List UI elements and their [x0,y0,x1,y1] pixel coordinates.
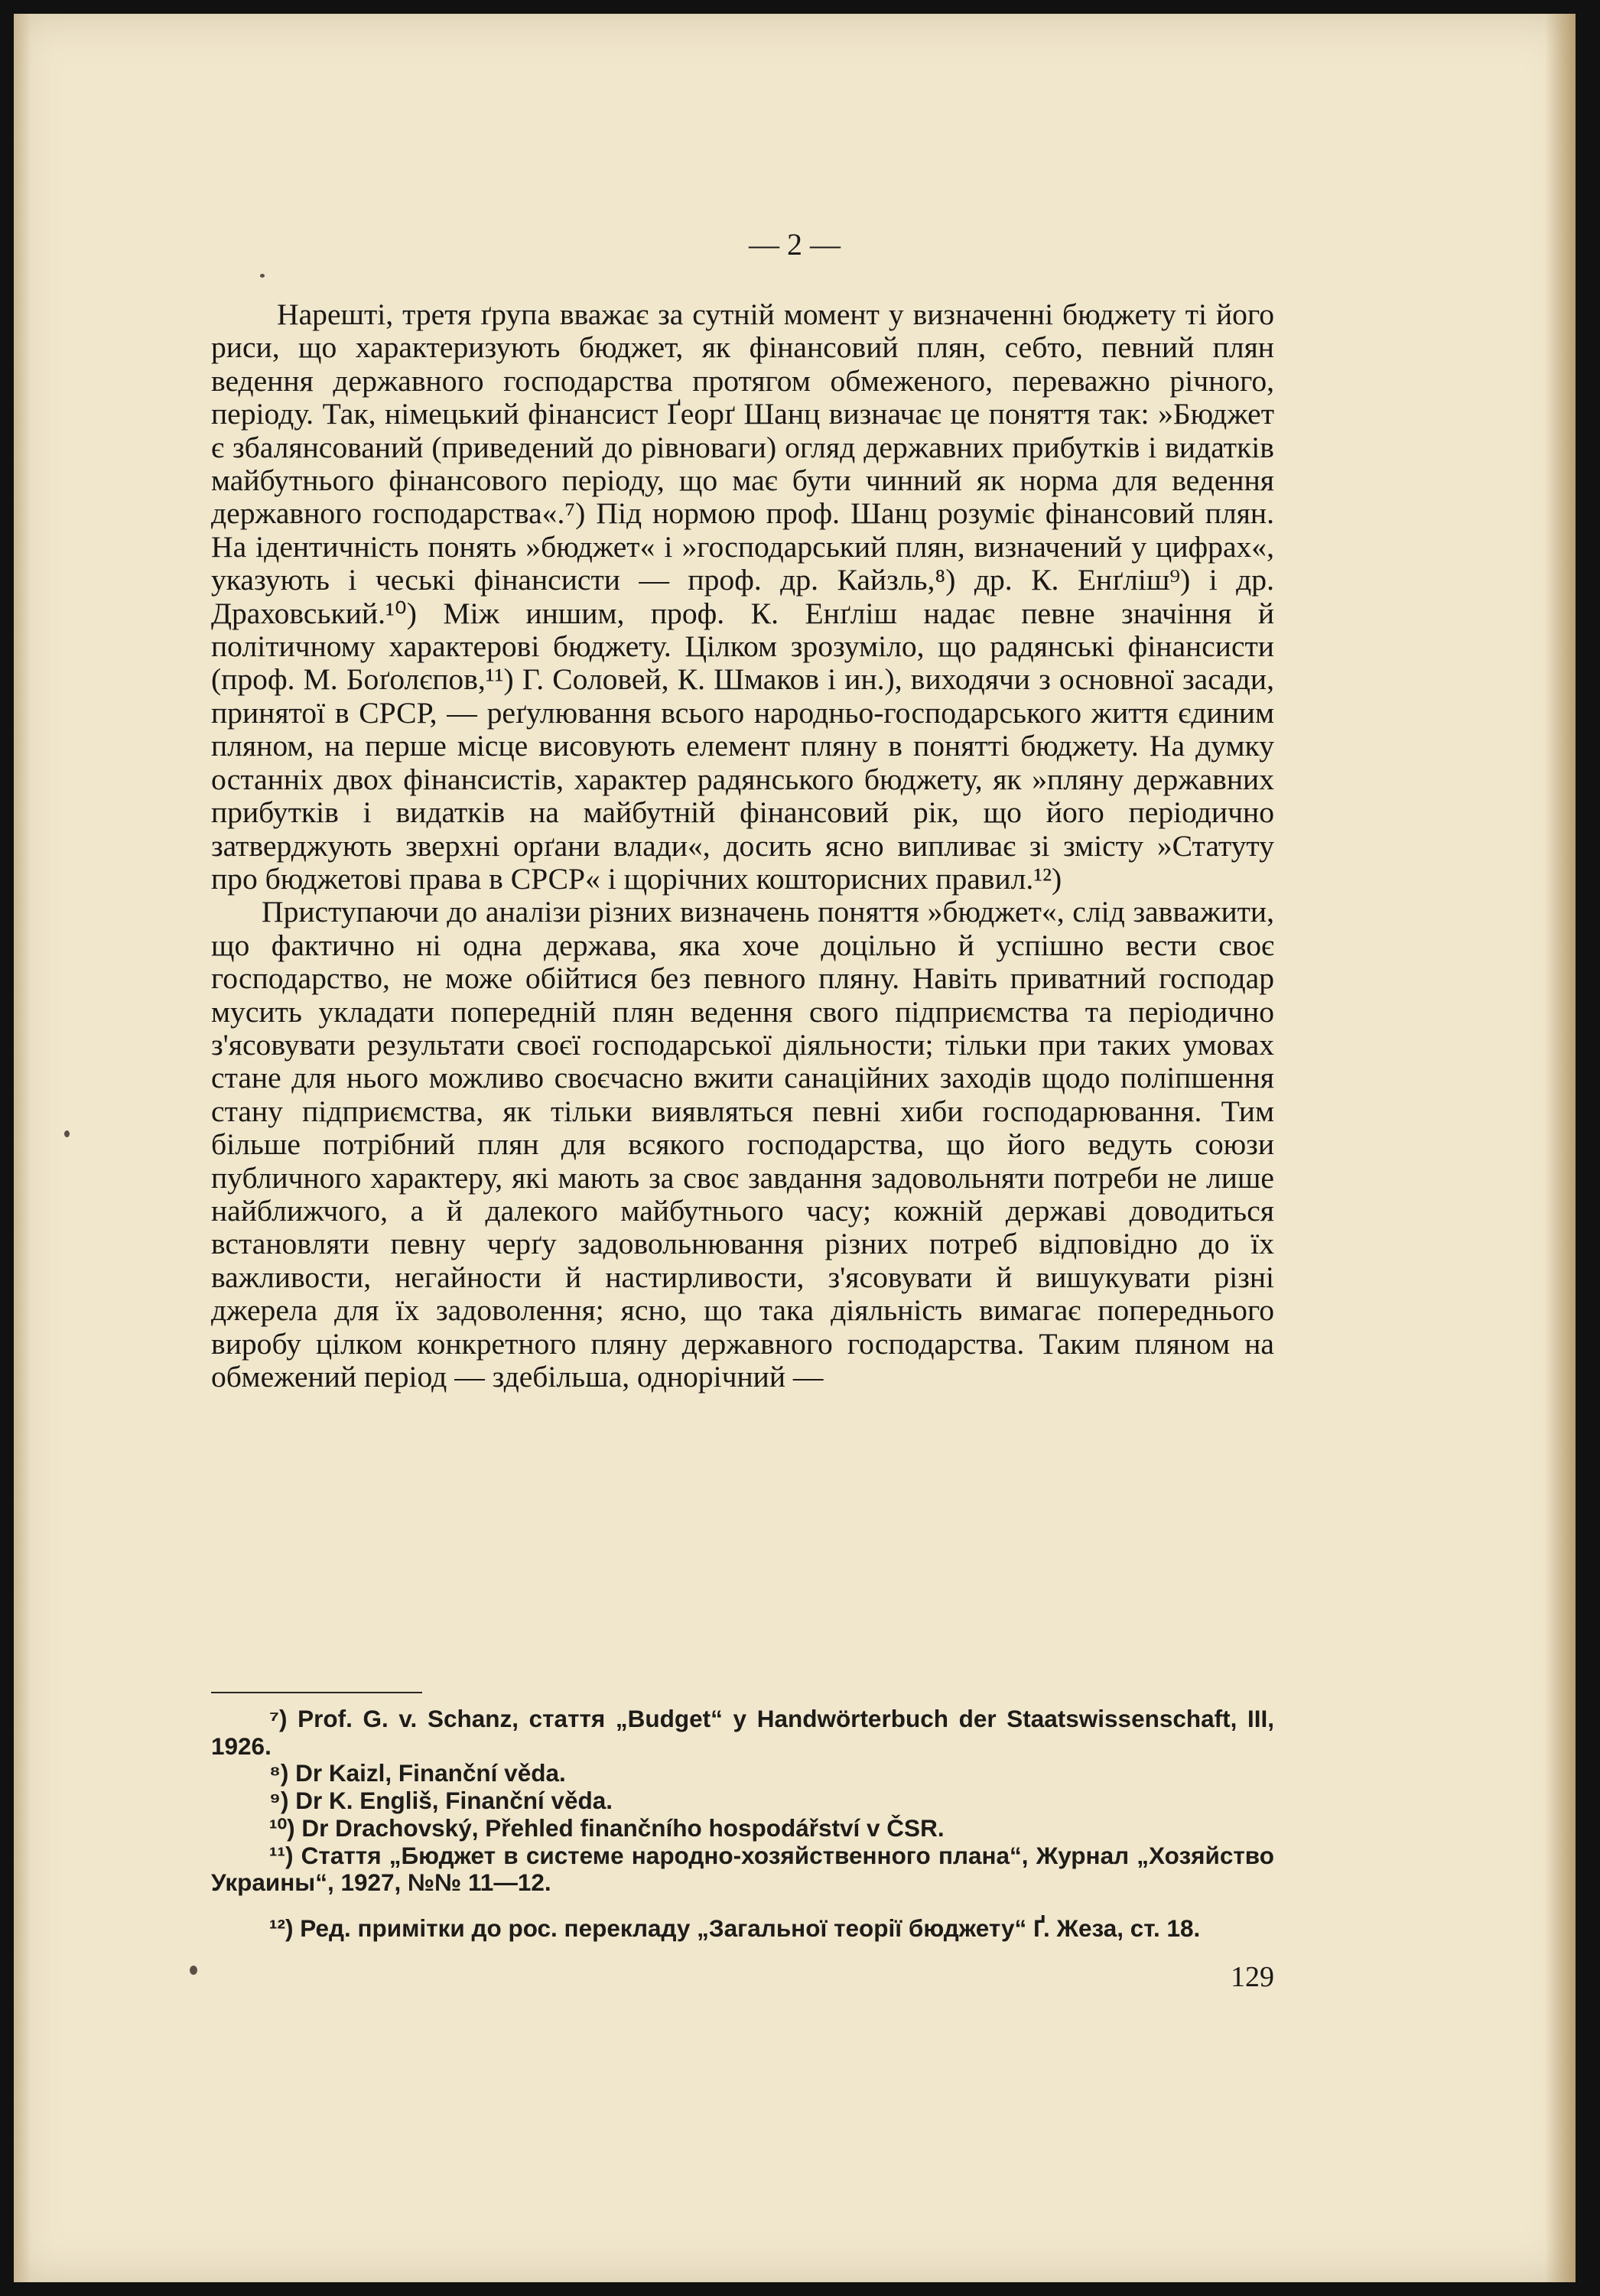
footnote-7: ⁷) Prof. G. v. Schanz, стаття „Budget“ у Handwörterbuch der Staatswissenschaft, III, 1926. [211,1705,1274,1760]
footnote-8: ⁸) Dr Kaizl, Finanční věda. [269,1759,566,1787]
print-speck [190,1966,197,1975]
page-header-marker: — 2 — [749,227,841,262]
footnotes [211,1706,1274,1943]
print-speck [64,1130,70,1137]
page-right-edge [1545,14,1576,2282]
footnote-11: ¹¹) Стаття „Бюджет в системе народно-хозяйственного плана“, Журнал „Хозяйство Украины“, 1927, №№ 11—12. [211,1841,1274,1897]
footnote-9: ⁹) Dr K. Engliš, Finanční věda. [269,1787,613,1815]
paragraph-1: Нарешті, третя ґрупа вважає за сутній момент у визначенні бюджету ті його риси, що характеризують бюджет, як фінансовий плян, себто, певний плян ведення державного господарства протягом обмеженого, переважно річного, періоду. Так, німецький фінансист Ґеорґ Шанц визначає це поняття так: »Бюджет є збалянсований (приведений до рівноваги) огляд державних прибутків і видатків майбутнього фінансового періоду, що має бути чинний як норма для ведення державного господарства«.⁷) Під нормою проф. Шанц розуміє фінансовий плян. На ідентичність понять »бюджет« і »господарський плян, визначений у цифрах«, указують і чеські фінансисти — проф. др. Кайзль,⁸) др. К. Енґліш⁹) і др. Драховський.¹⁰) Між иншим, проф. К. Енґліш надає певне значіння й політичному характерові бюджету. Цілком зрозуміло, що радянські фінансисти (проф. М. Боґолєпов,¹¹) Г. Соловей, К. Шмаков і ин.), виходячи з основної засади, принятої в СРСР, — реґулювання всього народньо-господарського життя єдиним пляном, на перше місце висовують елемент пляну в понятті бюджету. На думку останніх двох фінансистів, характер радянського бюджету, як »пляну державних прибутків і видатків на майбутній фінансовий рік, що його періодично затверджують зверхні орґани влади«, досить ясно випливає зі змісту »Статуту про бюджетові права в СРСР« і щорічних кошторисних правил.¹²) [211,298,1274,896]
page-left-edge [14,14,31,2282]
print-speck [260,274,265,278]
footnote-separator [211,1692,422,1693]
paragraph-2: Приступаючи до аналізи різних визначень поняття »бюджет«, слід завважити, що фактично ні одна держава, яка хоче доцільно й успішно вести своє господарство, не може обійтися без певного пляну. Навіть приватний господар мусить укладати попередній плян ведення свого підприємства та періодично з'ясовувати результати своєї господарської діяльности; тільки при таких умовах стане для нього можливо своєчасно вжити санаційних заходів щодо поліпшення стану підприємства, як тільки виявляться певні хиби господарювання. Тим більше потрібний плян для всякого господарства, що його ведуть союзи публичного характеру, які мають за своє завдання задовольняти потреби не лише найближчого, а й далекого майбутнього часу; кожній державі доводиться встановляти певну черґу задовольнювання різних потреб відповідно до їх важливости, негайности й настирливости, з'ясовувати й вишукувати різні джерела для їх задоволення; ясно, що така діяльність вимагає попереднього виробу цілком конкретного пляну державного господарства. Таким пляном на обмежений період — здебільша, однорічний — [211,895,1274,1394]
footnote-10: ¹⁰) Dr Drachovský, Přehled finančního hospodářství v ČSR. [269,1813,945,1842]
footnote-12: ¹²) Ред. примітки до рос. перекладу „Загальної теорії бюджету“ Ґ. Жеза, ст. 18. [269,1914,1201,1942]
book-page [14,14,1576,2282]
main-text [211,298,1274,1394]
page-number: 129 [1231,1961,1274,1993]
